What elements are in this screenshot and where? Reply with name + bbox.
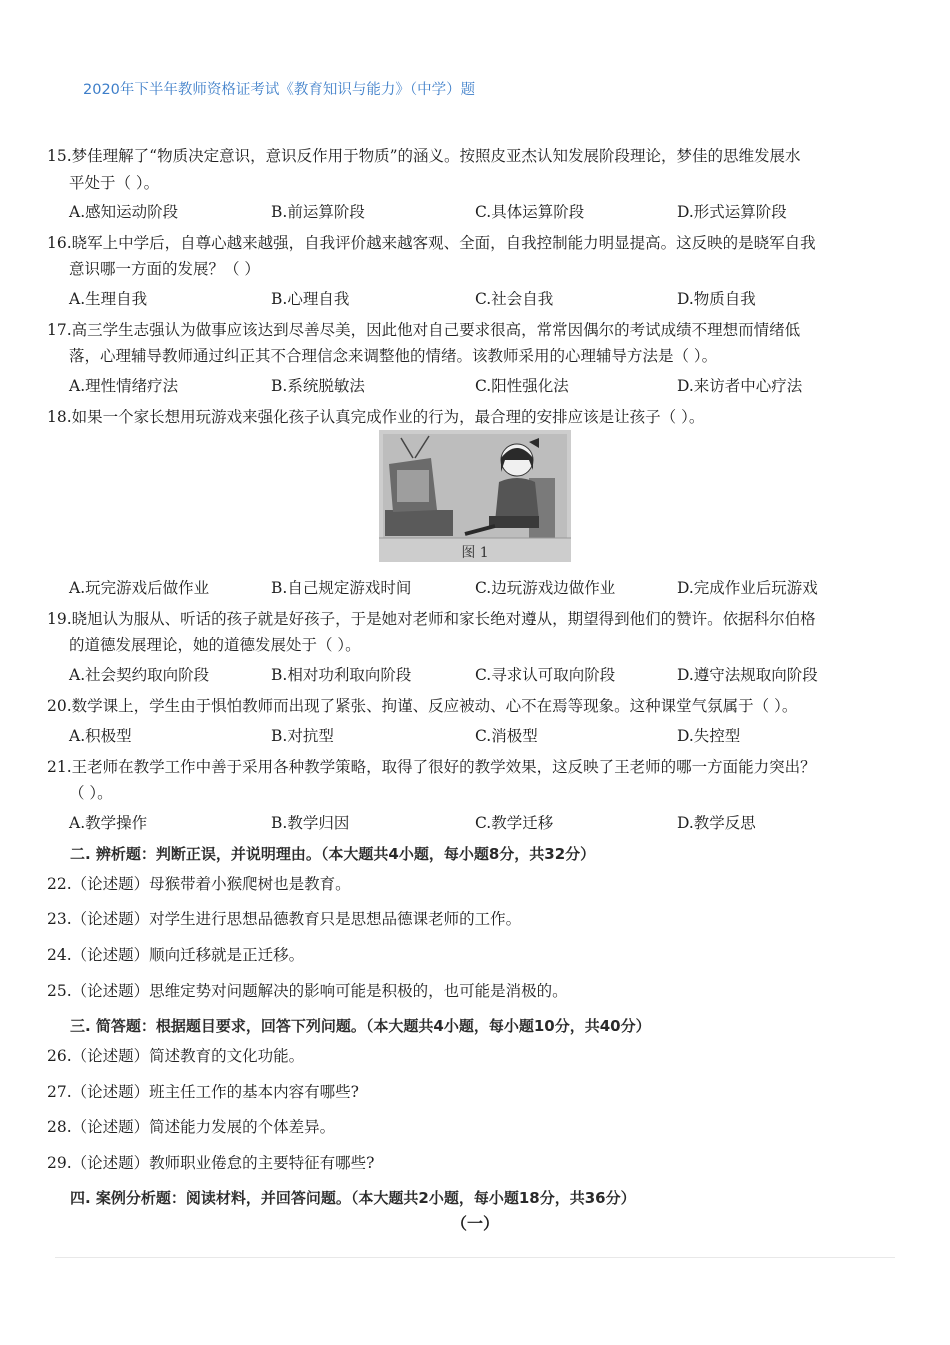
q16-option-d: D.物质自我 bbox=[677, 290, 756, 308]
question-22: 22.（论述题）母猴带着小猴爬树也是教育。 bbox=[47, 875, 351, 893]
question-20-stem-1: 20.数学课上，学生由于惧怕教师而出现了紧张、拘谨、反应被动、心不在焉等现象。这种课堂气氛属于（ ）。 bbox=[47, 697, 798, 715]
question-25: 25.（论述题）思维定势对问题解决的影响可能是积极的，也可能是消极的。 bbox=[47, 982, 568, 1000]
q18-option-d: D.完成作业后玩游戏 bbox=[677, 579, 818, 597]
page-bottom-rule bbox=[55, 1257, 895, 1258]
question-15-stem-2: 平处于（ ）。 bbox=[69, 174, 160, 192]
q17-option-b: B.系统脱敏法 bbox=[271, 377, 365, 395]
page-header-title: 2020年下半年教师资格证考试《教育知识与能力》（中学）题 bbox=[83, 82, 476, 98]
question-17-stem-2: 落，心理辅导教师通过纠正其不合理信念来调整他的情绪。该教师采用的心理辅导方法是（ ）。 bbox=[69, 347, 718, 365]
question-17-stem-1: 17.高三学生志强认为做事应该达到尽善尽美，因此他对自己要求很高，常常因偶尔的考试成绩不理想而情绪低 bbox=[47, 321, 801, 339]
q21-option-c: C.教学迁移 bbox=[475, 814, 554, 832]
question-19-stem-1: 19.晓旭认为服从、听话的孩子就是好孩子，于是她对老师和家长绝对遵从，期望得到他们的赞许。依据科尔伯格 bbox=[47, 610, 816, 628]
q15-option-b: B.前运算阶段 bbox=[271, 203, 365, 221]
q16-option-b: B.心理自我 bbox=[271, 290, 350, 308]
q17-option-c: C.阳性强化法 bbox=[475, 377, 569, 395]
q17-option-d: D.来访者中心疗法 bbox=[677, 377, 803, 395]
figure-1-caption: 图 1 bbox=[461, 545, 489, 561]
question-26: 26.（论述题）简述教育的文化功能。 bbox=[47, 1047, 305, 1065]
q15-option-a: A.感知运动阶段 bbox=[69, 203, 179, 221]
q15-option-c: C.具体运算阶段 bbox=[475, 203, 585, 221]
question-16-stem-2: 意识哪一方面的发展？（ ） bbox=[69, 260, 260, 278]
question-29: 29.（论述题）教师职业倦怠的主要特征有哪些? bbox=[47, 1154, 375, 1172]
q18-option-c: C.边玩游戏边做作业 bbox=[475, 579, 616, 597]
q18-option-a: A.玩完游戏后做作业 bbox=[69, 579, 210, 597]
q21-option-d: D.教学反思 bbox=[677, 814, 756, 832]
q18-option-b: B.自己规定游戏时间 bbox=[271, 579, 412, 597]
section-3-title: 三. 简答题：根据题目要求，回答下列问题。（本大题共4小题，每小题10分，共40分） bbox=[70, 1017, 651, 1035]
question-16-stem-1: 16.晓军上中学后，自尊心越来越强，自我评价越来越客观、全面，自我控制能力明显提高。这反映的是晓军自我 bbox=[47, 234, 816, 252]
q21-option-a: A.教学操作 bbox=[69, 814, 148, 832]
section-2-title: 二. 辨析题：判断正误，并说明理由。（本大题共4小题，每小题8分，共32分） bbox=[70, 845, 596, 863]
question-27: 27.（论述题）班主任工作的基本内容有哪些? bbox=[47, 1083, 359, 1101]
q17-option-a: A.理性情绪疗法 bbox=[69, 377, 179, 395]
figure-1-illustration bbox=[379, 430, 571, 562]
case-subheading: （一） bbox=[450, 1214, 499, 1233]
q16-option-c: C.社会自我 bbox=[475, 290, 554, 308]
q16-option-a: A.生理自我 bbox=[69, 290, 148, 308]
question-21-stem-1: 21.王老师在教学工作中善于采用各种教学策略，取得了很好的教学效果，这反映了王老师的哪一方面能力突出？ bbox=[47, 758, 816, 776]
q19-option-b: B.相对功利取向阶段 bbox=[271, 666, 412, 684]
question-21-stem-2: （ ）。 bbox=[69, 784, 113, 802]
question-18-stem-1: 18.如果一个家长想用玩游戏来强化孩子认真完成作业的行为，最合理的安排应该是让孩子（ ）。 bbox=[47, 408, 705, 426]
q21-option-b: B.教学归因 bbox=[271, 814, 350, 832]
question-15-stem-1: 15.梦佳理解了“物质决定意识，意识反作用于物质”的涵义。按照皮亚杰认知发展阶段理论，梦佳的思维发展水 bbox=[47, 147, 801, 165]
q19-option-d: D.遵守法规取向阶段 bbox=[677, 666, 818, 684]
question-24: 24.（论述题）顺向迁移就是正迁移。 bbox=[47, 946, 305, 964]
question-28: 28.（论述题）简述能力发展的个体差异。 bbox=[47, 1118, 336, 1136]
section-4-title: 四. 案例分析题：阅读材料，并回答问题。（本大题共2小题，每小题18分，共36分） bbox=[70, 1189, 636, 1207]
q19-option-c: C.寻求认可取向阶段 bbox=[475, 666, 616, 684]
q20-option-a: A.积极型 bbox=[69, 727, 132, 745]
q20-option-c: C.消极型 bbox=[475, 727, 538, 745]
q20-option-d: D.失控型 bbox=[677, 727, 741, 745]
q19-option-a: A.社会契约取向阶段 bbox=[69, 666, 210, 684]
question-23: 23.（论述题）对学生进行思想品德教育只是思想品德课老师的工作。 bbox=[47, 910, 522, 928]
q20-option-b: B.对抗型 bbox=[271, 727, 334, 745]
q15-option-d: D.形式运算阶段 bbox=[677, 203, 787, 221]
question-19-stem-2: 的道德发展理论，她的道德发展处于（ ）。 bbox=[69, 636, 361, 654]
